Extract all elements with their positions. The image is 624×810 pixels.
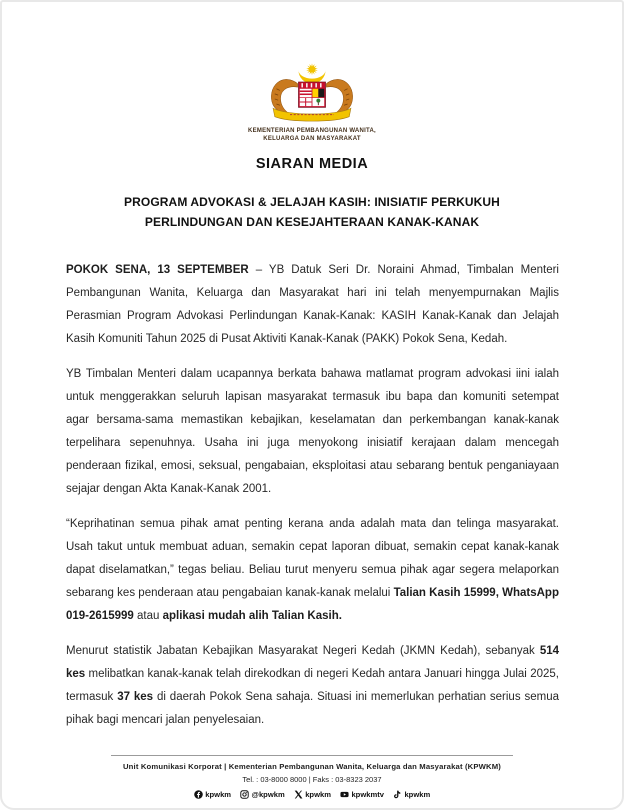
headline-line1: PROGRAM ADVOKASI & JELAJAH KASIH: INISIATIF PERKUKUH bbox=[124, 195, 500, 209]
talian-kasih-hotline: Talian Kasih 15999, WhatsApp 019-2615999 bbox=[66, 587, 559, 622]
social-x-handle: kpwkm bbox=[305, 790, 331, 799]
social-tiktok-handle: kpwkm bbox=[404, 790, 431, 799]
x-icon bbox=[294, 790, 303, 799]
social-youtube bbox=[340, 790, 384, 799]
headline bbox=[52, 193, 572, 232]
instagram-icon bbox=[240, 790, 249, 799]
talian-kasih-app: aplikasi mudah alih Talian Kasih. bbox=[162, 610, 342, 622]
paragraph-3: “Keprihatinan semua pihak amat penting kerana anda adalah mata dan telinga masyarakat. Usah takut untuk membuat aduan, semakin cepat laporan dibuat, semakin cepat kanak-kanak dapat diselamatkan,” tegas beliau. Beliau turut menyeru semua pihak agar segera melaporkan sebarang kes penderaan atau pengabaian kanak-kanak melalui Talian Kasih 15999, WhatsApp 019-2615999 atau aplikasi mudah alih Talian Kasih. bbox=[66, 518, 559, 622]
paragraph-4: Menurut statistik Jabatan Kebajikan Masyarakat Negeri Kedah (JKMN Kedah), sebanyak 514 kes melibatkan kanak-kanak telah direkodkan di negeri Kedah antara Januari hingga Julai 2025, termasuk 37 kes di daerah Pokok Sena sahaja. Situasi ini memerlukan perhatian serius semua pihak bagi mencari jalan penyelesaian. bbox=[66, 645, 559, 726]
social-tiktok bbox=[393, 790, 430, 799]
social-facebook-handle: kpwkm bbox=[205, 790, 232, 799]
body-content bbox=[66, 259, 559, 732]
ministry-name bbox=[2, 128, 622, 143]
social-instagram bbox=[240, 790, 285, 799]
social-x bbox=[294, 790, 331, 799]
headline-line2: PERLINDUNGAN DAN KESEJAHTERAAN KANAK-KANAK bbox=[144, 214, 480, 229]
pokok-sena-case-count: 37 kes bbox=[117, 691, 154, 703]
footer-divider bbox=[111, 755, 513, 756]
tiktok-icon bbox=[393, 790, 402, 799]
social-facebook bbox=[194, 790, 231, 799]
footer-social-row bbox=[2, 790, 622, 799]
social-instagram-handle: @kpwkm bbox=[251, 790, 285, 799]
malaysia-coat-of-arms-icon bbox=[260, 60, 364, 126]
footer bbox=[2, 755, 622, 799]
document-type-title: SIARAN MEDIA bbox=[255, 156, 369, 172]
ministry-name-line1: KEMENTERIAN PEMBANGUNAN WANITA, bbox=[248, 128, 376, 134]
kedah-case-count: 514 kes bbox=[66, 645, 559, 680]
ministry-name-line2: KELUARGA DAN MASYARAKAT bbox=[263, 135, 361, 142]
paragraph-1-dateline: POKOK SENA, 13 SEPTEMBER bbox=[66, 264, 249, 276]
facebook-icon bbox=[194, 790, 203, 799]
footer-unit-line: Unit Komunikasi Korporat | Kementerian Pembangunan Wanita, Keluarga dan Masyarakat (KPWKM) bbox=[122, 762, 502, 771]
social-youtube-handle: kpwkmtv bbox=[351, 790, 384, 799]
youtube-icon bbox=[340, 790, 349, 799]
paragraph-2: YB Timbalan Menteri dalam ucapannya berkata bahawa matlamat program advokasi iini ialah untuk menggerakkan seluruh lapisan masyarakat termasuk ibu bapa dan komuniti setempat agar bersama-sama memastikan kebajikan, keselamatan dan perkembangan kanak-kanak terpelihara sepenuhnya. Usaha ini juga menyokong inisiatif kerajaan dalam mencegah penderaan fizikal, emosi, seksual, pengabaian, eksploitasi atau sebarang bentuk penganiayaan sejajar dengan Akta Kanak-Kanak 2001. bbox=[66, 368, 559, 495]
letterhead bbox=[2, 2, 622, 143]
paragraph-1: POKOK SENA, 13 SEPTEMBER – YB Datuk Seri Dr. Noraini Ahmad, Timbalan Menteri Pembangunan Wanita, Keluarga dan Masyarakat hari ini telah menyempurnakan Majlis Perasmian Program Advokasi Perlindungan Kanak-Kanak: KASIH Kanak-Kanak dan Jelajah Kasih Komuniti Tahun 2025 di Pusat Aktiviti Kanak-Kanak (PAKK) Pokok Sena, Kedah. bbox=[66, 264, 559, 345]
footer-contact-line: Tel. : 03-8000 8000 | Faks : 03-8323 2037 bbox=[242, 775, 382, 784]
